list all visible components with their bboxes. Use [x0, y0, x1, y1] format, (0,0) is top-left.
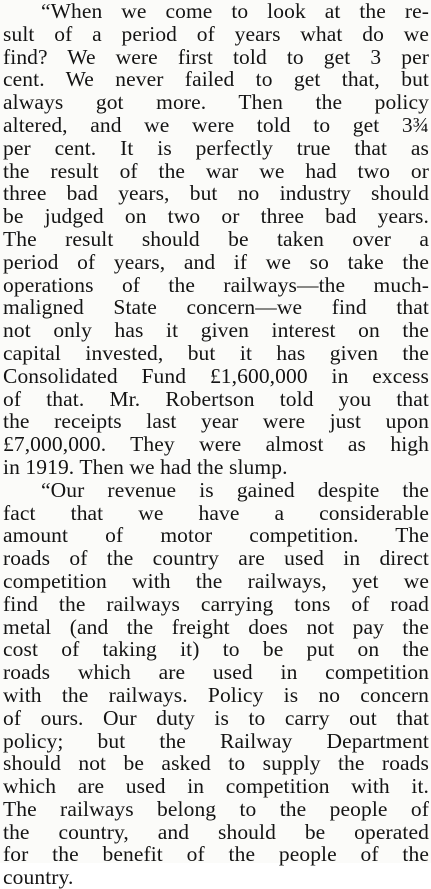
text-line: should not be asked to supply the roads	[3, 751, 429, 776]
text-line: find the railways carrying tons of road	[3, 591, 429, 616]
text-line: amount of motor competition. The	[3, 523, 429, 548]
text-line: cent. We never failed to get that, but	[3, 67, 429, 92]
text-line: altered, and we were told to get 3¾	[3, 112, 429, 137]
text-line: of ours. Our duty is to carry out that	[3, 705, 429, 730]
text-line: roads which are used in competition	[3, 660, 429, 685]
text-line: The railways belong to the people of	[3, 796, 429, 821]
text-line: policy; but the Railway Department	[3, 728, 429, 753]
text-line: roads of the country are used in direct	[3, 546, 429, 571]
text-line: “Our revenue is gained despite the	[41, 477, 429, 502]
text-line: competition with the railways, yet we	[3, 568, 429, 593]
text-line: of that. Mr. Robertson told you that	[3, 386, 429, 411]
text-line: in 1919. Then we had the slump.	[3, 454, 288, 479]
text-line: £7,000,000. They were almost as high	[3, 432, 429, 457]
text-line: cost of taking it) to be put on the	[3, 637, 429, 662]
text-line: the receipts last year were just upon	[3, 409, 429, 434]
text-line: be judged on two or three bad years.	[3, 204, 429, 229]
text-line: fact that we have a considerable	[3, 500, 429, 525]
text-line: period of years, and if we so take the	[3, 249, 429, 274]
text-line: sult of a period of years what do we	[3, 21, 429, 46]
text-line: with the railways. Policy is no concern	[3, 682, 429, 707]
text-line: find? We were first told to get 3 per	[3, 44, 429, 69]
text-line: per cent. It is perfectly true that as	[3, 135, 429, 160]
paragraph-1	[3, 0, 429, 479]
text-line: three bad years, but no industry should	[3, 181, 429, 206]
text-line: The result should be taken over a	[3, 226, 429, 251]
text-line: capital invested, but it has given the	[3, 340, 429, 365]
text-line: metal (and the freight does not pay the	[3, 614, 429, 639]
text-line: “When we come to look at the re-	[41, 0, 429, 23]
text-line: Consolidated Fund £1,600,000 in excess	[3, 363, 429, 388]
text-line: the result of the war we had two or	[3, 158, 429, 183]
text-line: the country, and should be operated	[3, 819, 429, 844]
paragraph-2	[3, 479, 429, 889]
text-line: always got more. Then the policy	[3, 90, 429, 115]
text-line: maligned State concern—we find that	[3, 295, 429, 320]
text-line: country.	[3, 865, 74, 889]
text-line: which are used in competition with it.	[3, 774, 429, 799]
text-line: not only has it given interest on the	[3, 318, 429, 343]
text-line: operations of the railways—the much-	[3, 272, 429, 297]
text-line: for the benefit of the people of the	[3, 842, 429, 867]
